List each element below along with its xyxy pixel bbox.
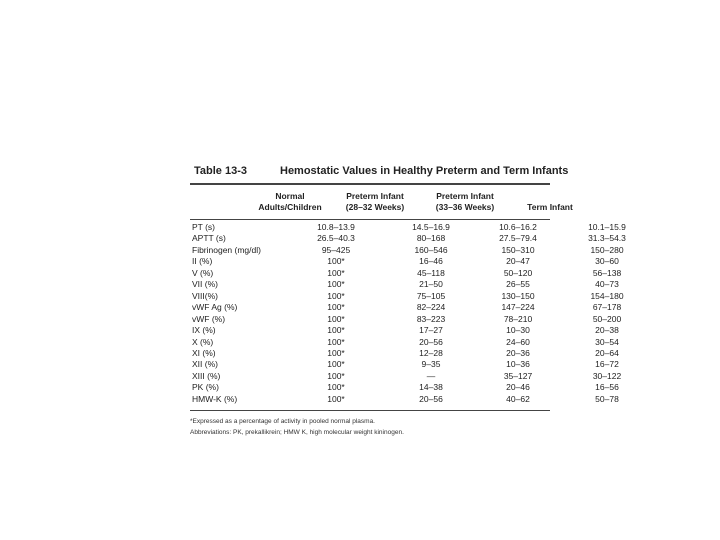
cell-normal: 100* — [327, 336, 345, 347]
cell-term: 16–72 — [595, 359, 619, 370]
header-rule — [190, 219, 550, 220]
cell-normal: 100* — [327, 290, 345, 301]
cell-normal: 100* — [327, 347, 345, 358]
cell-preterm-33-36: 10–36 — [506, 359, 530, 370]
cell-preterm-28-32: 9–35 — [421, 359, 441, 370]
row-label: VII (%) — [192, 279, 218, 290]
cell-term: 30–60 — [595, 256, 619, 267]
cell-preterm-28-32: 82–224 — [416, 302, 446, 313]
table-row — [192, 337, 652, 348]
cell-term: 40–73 — [595, 279, 619, 290]
table-row — [192, 314, 652, 325]
row-label: vWF (%) — [192, 313, 226, 324]
cell-preterm-28-32: 45–118 — [417, 267, 445, 278]
cell-preterm-33-36: 147–224 — [501, 302, 535, 313]
cell-preterm-33-36: 27.5–79.4 — [499, 233, 537, 244]
cell-term: 50–78 — [595, 393, 619, 404]
row-label: APTT (s) — [192, 233, 226, 244]
top-rule — [190, 183, 550, 185]
cell-preterm-33-36: 20–47 — [506, 256, 530, 267]
cell-normal: 100* — [327, 359, 345, 370]
row-label: X (%) — [192, 336, 214, 347]
cell-preterm-33-36: 10.6–16.2 — [499, 222, 537, 232]
cell-preterm-28-32: 14–38 — [419, 382, 443, 393]
cell-preterm-33-36: 20–36 — [506, 347, 530, 358]
cell-preterm-33-36: 24–60 — [506, 336, 530, 347]
cell-normal: 26.5–40.3 — [317, 233, 355, 244]
bottom-rule — [190, 410, 550, 411]
cell-normal: 95–425 — [321, 244, 351, 255]
cell-preterm-28-32: 80–168 — [416, 233, 446, 244]
cell-normal: 100* — [327, 267, 345, 278]
table-number: Table 13-3 — [194, 165, 247, 177]
cell-normal: 100* — [327, 279, 345, 290]
cell-normal: 100* — [327, 325, 345, 336]
cell-term: 50–200 — [592, 313, 622, 324]
table-row — [192, 245, 652, 256]
cell-preterm-33-36: 50–120 — [503, 267, 533, 278]
table-row — [192, 394, 652, 405]
row-label: IX (%) — [192, 325, 216, 336]
row-label: XII (%) — [192, 359, 218, 370]
cell-term: 67–178 — [592, 302, 622, 313]
col-header-normal: Normal Adults/Children — [258, 191, 322, 212]
abbreviations-note: Abbreviations: PK, prekallikrein; HMW K, high molecular weight kininogen. — [190, 429, 404, 436]
row-label: vWF Ag (%) — [192, 302, 238, 313]
cell-preterm-28-32: 75–105 — [416, 290, 446, 301]
cell-normal: 100* — [327, 302, 345, 313]
cell-term: 20–64 — [595, 347, 619, 358]
cell-term: 30–122 — [592, 370, 622, 381]
cell-preterm-28-32: 14.5–16.9 — [412, 222, 450, 232]
row-label: VIII(%) — [192, 290, 218, 301]
footnote: *Expressed as a percentage of activity in pooled normal plasma. — [190, 418, 375, 425]
row-label: HMW-K (%) — [192, 393, 238, 404]
cell-term: 16–56 — [595, 382, 619, 393]
cell-preterm-28-32: 12–28 — [419, 347, 443, 358]
table-row — [192, 382, 652, 393]
cell-term: 10.1–15.9 — [588, 222, 626, 232]
table-row — [192, 359, 652, 370]
row-label: PT (s) — [192, 222, 215, 232]
table-row — [192, 233, 652, 244]
row-label: PK (%) — [192, 382, 219, 393]
cell-term: 30–54 — [595, 336, 619, 347]
row-label: XI (%) — [192, 347, 216, 358]
cell-term: 154–180 — [590, 290, 624, 301]
table-caption — [194, 165, 594, 177]
cell-normal: 100* — [327, 256, 345, 267]
table-row — [192, 348, 652, 359]
cell-preterm-33-36: 20–46 — [506, 382, 530, 393]
cell-normal: 100* — [327, 370, 345, 381]
cell-normal: 10.8–13.9 — [317, 222, 355, 232]
cell-term: 31.3–54.3 — [588, 233, 626, 244]
table-row — [192, 371, 652, 382]
row-label: XIII (%) — [192, 370, 221, 381]
cell-preterm-28-32: 21–50 — [419, 279, 443, 290]
cell-preterm-28-32: 20–56 — [419, 393, 443, 404]
cell-preterm-28-32: 160–546 — [414, 244, 448, 255]
table-row — [192, 325, 652, 336]
cell-preterm-33-36: 78–210 — [503, 313, 533, 324]
cell-preterm-28-32: — — [426, 370, 436, 381]
table-row — [192, 302, 652, 313]
hemostatic-values-table — [192, 222, 652, 405]
cell-preterm-33-36: 150–310 — [501, 244, 535, 255]
cell-term: 150–280 — [590, 244, 624, 255]
row-label: Fibrinogen (mg/dl) — [192, 244, 261, 255]
cell-preterm-33-36: 130–150 — [501, 290, 535, 301]
cell-preterm-33-36: 10–30 — [506, 325, 530, 336]
table-row — [192, 291, 652, 302]
cell-preterm-33-36: 40–62 — [506, 393, 530, 404]
table-title: Hemostatic Values in Healthy Preterm and Term Infants — [280, 165, 569, 177]
cell-preterm-28-32: 17–27 — [419, 325, 443, 336]
table-row — [192, 279, 652, 290]
col-header-preterm-33-36: Preterm Infant (33–36 Weeks) — [435, 191, 495, 212]
cell-preterm-33-36: 35–127 — [503, 370, 533, 381]
row-label: V (%) — [192, 267, 214, 278]
table-row — [192, 222, 652, 233]
col-header-preterm-28-32: Preterm Infant (28–32 Weeks) — [345, 191, 405, 212]
row-label: II (%) — [192, 256, 213, 267]
table-row — [192, 256, 652, 267]
col-header-term: Term Infant — [527, 202, 573, 212]
cell-term: 20–38 — [595, 325, 619, 336]
cell-preterm-28-32: 16–46 — [419, 256, 443, 267]
cell-normal: 100* — [327, 313, 345, 324]
cell-term: 56–138 — [592, 267, 622, 278]
cell-normal: 100* — [327, 393, 345, 404]
cell-normal: 100* — [327, 382, 345, 393]
cell-preterm-28-32: 83–223 — [416, 313, 446, 324]
table-row — [192, 268, 652, 279]
cell-preterm-33-36: 26–55 — [506, 279, 530, 290]
cell-preterm-28-32: 20–56 — [419, 336, 443, 347]
